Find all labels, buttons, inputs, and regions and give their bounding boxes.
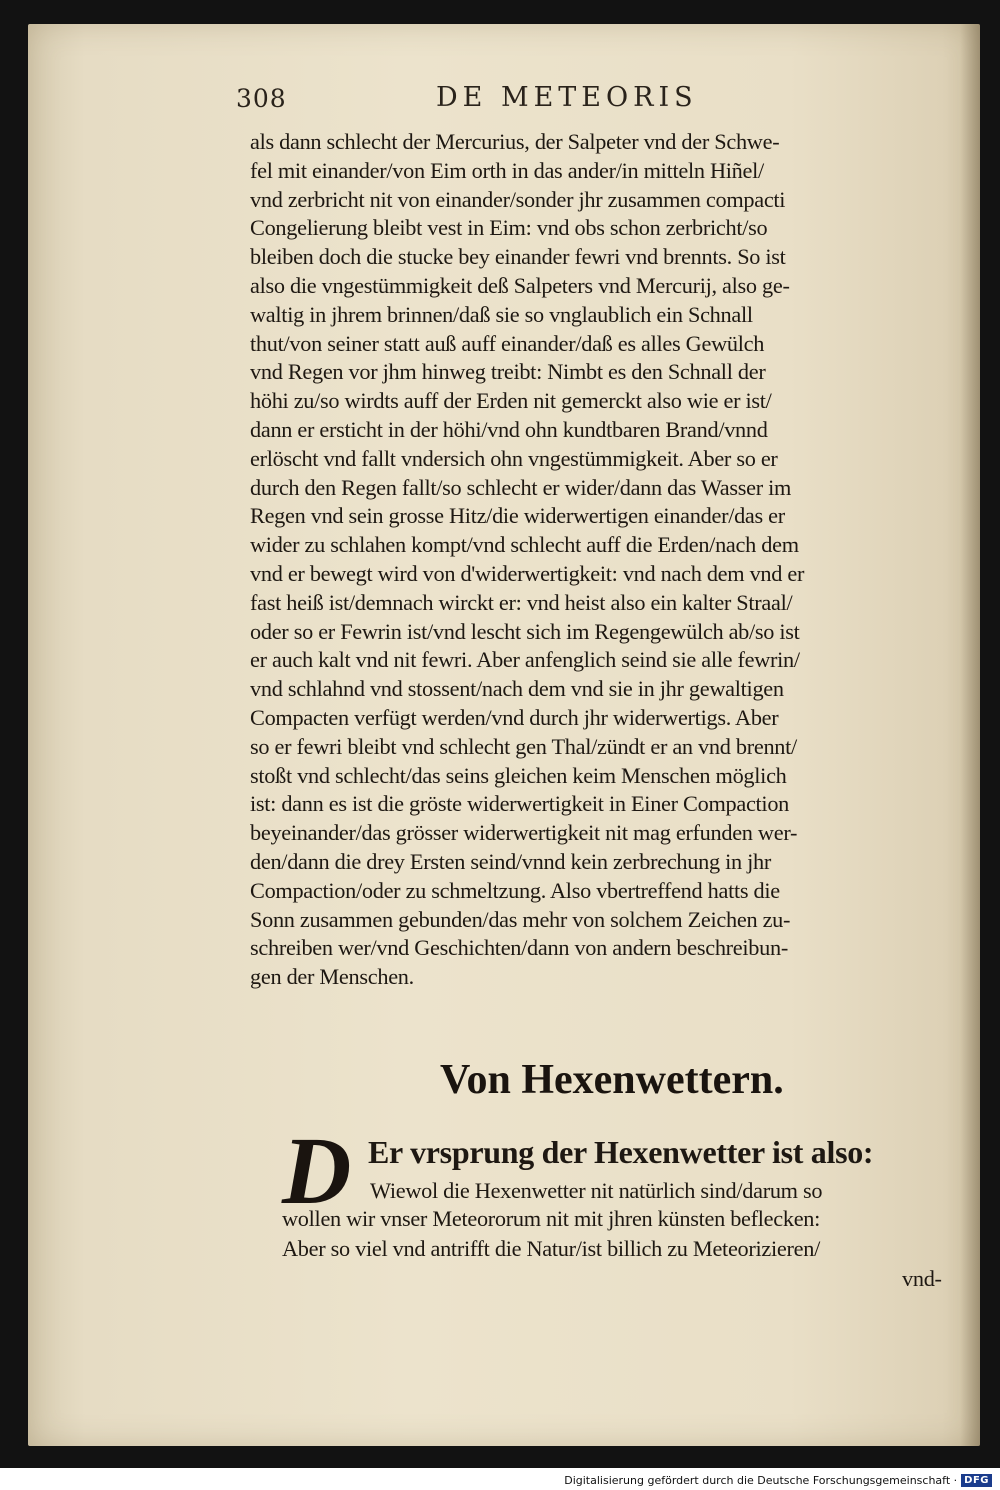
text-line: oder so er Fewrin ist/vnd lescht sich im Regengewülch ab/so ist	[250, 618, 800, 644]
text-line: waltig in jhrem brinnen/daß sie so vnglaublich ein Schnall	[250, 301, 753, 327]
text-line: bleiben doch die stucke bey einander fewri vnd brennts. So ist	[250, 244, 786, 270]
text-line: wider zu schlahen kompt/vnd schlecht auff die Erden/nach dem	[250, 532, 799, 558]
text-line: durch den Regen fallt/so schlecht er wider/dann das Wasser im	[250, 474, 792, 500]
text-line: dann er ersticht in der höhi/vnd ohn kundtbaren Brand/vnnd	[250, 416, 768, 442]
section-line: vnd-	[902, 1266, 942, 1291]
footer-credit-text: Digitalisierung gefördert durch die Deutsche Forschungsgemeinschaft ·	[564, 1474, 958, 1487]
section-first-line: Er vrsprung der Hexenwetter ist also:	[368, 1134, 874, 1170]
text-line: erlöscht vnd fallt vndersich ohn vngestümmigkeit. Aber so er	[250, 445, 778, 471]
text-line: höhi zu/so wirdts auff der Erden nit gemerckt also wie er ist/	[250, 388, 772, 414]
section-line: wollen wir vnser Meteororum nit mit jhren künsten beflecken:	[282, 1206, 821, 1231]
text-line: so er fewri bleibt vnd schlecht gen Thal/zündt er an vnd brennt/	[250, 733, 797, 759]
text-line: vnd zerbricht nit von einander/sonder jhr zusammen compacti	[250, 186, 786, 212]
text-line: Congelierung bleibt vest in Eim: vnd obs schon zerbricht/so	[250, 215, 768, 241]
text-line: vnd er bewegt wird von d'widerwertigkeit: vnd nach dem vnd er	[250, 560, 805, 586]
drop-cap: D	[282, 1117, 352, 1224]
text-line: ist: dann es ist die gröste widerwertigkeit in Einer Compaction	[250, 791, 790, 817]
text-line: vnd schlahnd vnd stossent/nach dem vnd sie in jhr gewaltigen	[250, 676, 784, 702]
text-line: also die vngestümmigkeit deß Salpeters vnd Mercurij, also ge-	[250, 272, 790, 298]
text-line: Compacten verfügt werden/vnd durch jhr widerwertigs. Aber	[250, 704, 779, 730]
text-line: thut/von seiner statt auß auff einander/daß es alles Gewülch	[250, 330, 765, 356]
text-line: Compaction/oder zu schmeltzung. Also vbertreffend hatts die	[250, 877, 780, 903]
text-line: beyeinander/das grösser widerwertigkeit nit mag erfunden wer-	[250, 820, 798, 846]
text-line: fast heiß ist/demnach wirckt er: vnd heist also ein kalter Straal/	[250, 589, 793, 615]
dfg-logo-icon: DFG	[961, 1474, 992, 1487]
text-line: Regen vnd sein grosse Hitz/die widerwertigen einander/das er	[250, 503, 785, 529]
text-line: stoßt vnd schlecht/das seins gleichen keim Menschen möglich	[250, 762, 787, 788]
footer-credit	[564, 1474, 992, 1487]
text-line: Sonn zusammen gebunden/das mehr von solchem Zeichen zu-	[250, 906, 791, 932]
page-header	[236, 78, 796, 118]
body-text	[250, 128, 940, 992]
text-line: den/dann die drey Ersten seind/vnnd kein zerbrechung in jhr	[250, 848, 771, 874]
text-line: schreiben wer/vnd Geschichten/dann von andern beschreibun-	[250, 935, 788, 961]
text-line: als dann schlecht der Mercurius, der Salpeter vnd der Schwe-	[250, 129, 780, 154]
section-heading: Von Hexenwettern.	[440, 1057, 784, 1103]
text-line: vnd Regen vor jhm hinweg treibt: Nimbt es den Schnall der	[250, 359, 766, 385]
section-line: Wiewol die Hexenwetter nit natürlich sind/darum so	[370, 1178, 823, 1203]
section-line: Aber so viel vnd antrifft die Natur/ist billich zu Meteorizieren/	[282, 1236, 820, 1261]
text-line: er auch kalt vnd nit fewri. Aber anfenglich seind sie alle fewrin/	[250, 647, 800, 673]
running-title: DE METEORIS	[436, 82, 698, 113]
page-number: 308	[236, 84, 287, 113]
text-line: fel mit einander/von Eim orth in das ander/in mitteln Hiñel/	[250, 157, 764, 183]
page-edge-shadow	[960, 24, 980, 1446]
text-line: gen der Menschen.	[250, 964, 414, 990]
